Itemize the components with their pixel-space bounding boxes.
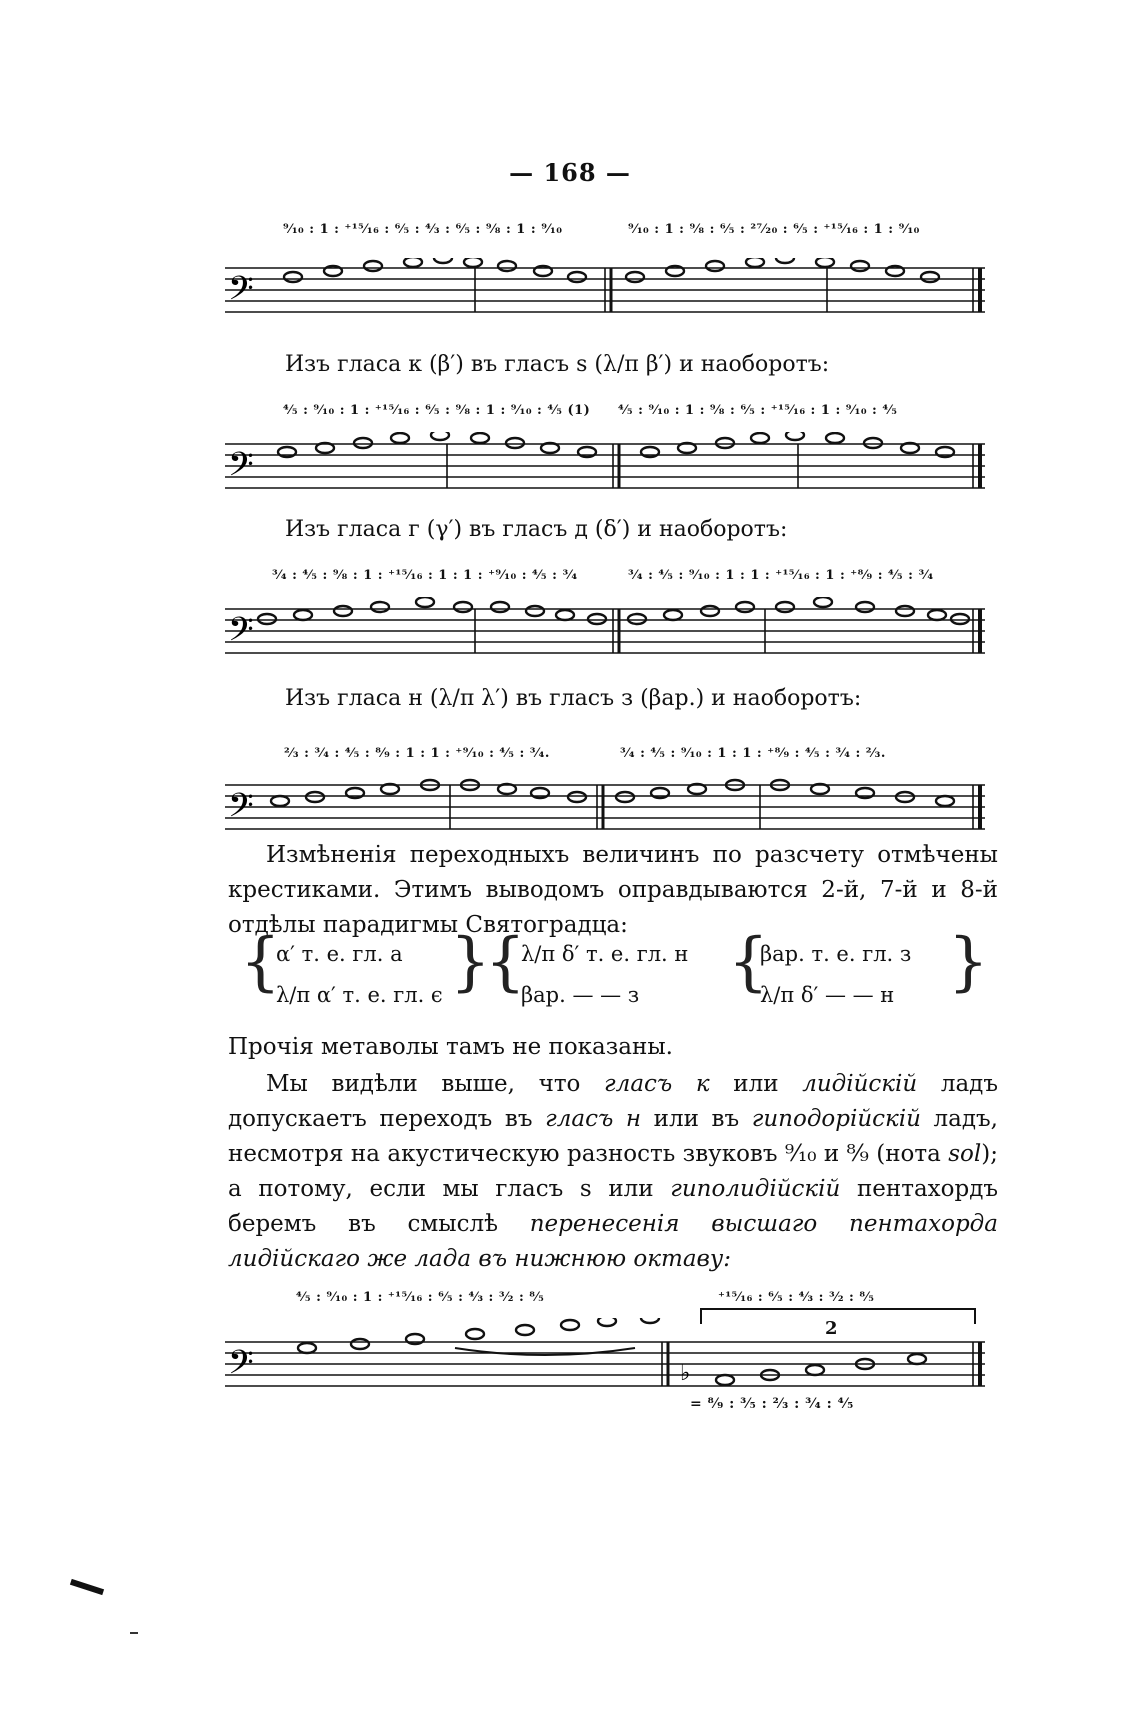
text-run: пентахордъ беремъ въ смыслѣ [228,1176,998,1237]
bass-clef-icon: 𝄢 [228,270,254,316]
scan-mark [70,1579,104,1595]
music-staff [225,258,985,328]
paragraph-text: Измѣненія переходныхъ величинъ по разсчету отмѣчены крестиками. Этимъ выводомъ оправдываются 2-й, 7-й и 8-й отдѣлы парадигмы Святоградца: [228,842,998,938]
bass-clef-icon: 𝄢 [228,446,254,492]
bass-clef-icon: 𝄢 [228,611,254,657]
ratios-right: ³⁄₄ : ⁴⁄₅ : ⁹⁄₁₀ : 1 : 1 : ⁺¹⁵⁄₁₆ : 1 : ⁺⁸⁄₉ : ⁴⁄₅ : ³⁄₄ [628,568,934,583]
music-staff [225,432,985,502]
music-staff [225,597,985,667]
italic-run: гласъ н [545,1106,642,1132]
ratios-left: ³⁄₄ : ⁴⁄₅ : ⁹⁄₈ : 1 : ⁺¹⁵⁄₁₆ : 1 : 1 : ⁺⁹⁄₁₀ : ⁴⁄₅ : ³⁄₄ [272,568,578,583]
brace-line: λ/π δ′ — — н [760,983,895,1007]
text-run: или [709,1071,803,1097]
page-number: — 168 — [509,158,631,187]
italic-run: sol [948,1141,982,1167]
ratios-below: = ⁸⁄₉ : ³⁄₅ : ²⁄₃ : ³⁄₄ : ⁴⁄₅ [690,1396,854,1412]
text-run: ); а потому, если мы гласъ s или [228,1141,998,1202]
brace-line: λ/π α′ т. е. гл. є [276,983,443,1007]
text-run: Мы видѣли выше, что [266,1071,605,1097]
ratios-right: ⁴⁄₅ : ⁹⁄₁₀ : 1 : ⁹⁄₈ : ⁶⁄₅ : ⁺¹⁵⁄₁₆ : 1 : ⁹⁄₁₀ : ⁴⁄₅ [618,403,898,418]
caption: Изъ гласа н (λ/π λ′) въ гласъ з (βар.) и наоборотъ: [285,686,862,711]
brace-line: βар. — — з [521,983,640,1007]
left-brace-icon: { [728,925,769,999]
text-run: ладъ, несмотря на акустическую разность звуковъ ⁹⁄₁₀ и ⁸⁄₉ (нота [228,1106,998,1167]
brace-line: βар. т. е. гл. з [760,942,912,966]
left-brace-icon: { [485,925,526,999]
italic-run: гласъ к [604,1071,710,1097]
scan-mark [130,1632,138,1634]
caption: Изъ гласа г (γ′) въ гласъ д (δ′) и наоборотъ: [285,517,788,542]
ratios-left: ⁹⁄₁₀ : 1 : ⁺¹⁵⁄₁₆ : ⁶⁄₅ : ⁴⁄₃ : ⁶⁄₅ : ⁹⁄₈ : 1 : ⁹⁄₁₀ [283,222,563,237]
right-brace-icon: } [450,925,491,999]
ratios-left: ⁴⁄₅ : ⁹⁄₁₀ : 1 : ⁺¹⁵⁄₁₆ : ⁶⁄₅ : ⁹⁄₈ : 1 : ⁹⁄₁₀ : ⁴⁄₅ (1) [283,403,591,418]
italic-run: перенесенія высшаго пентахорда лидійскаго же лада въ нижнюю октаву: [228,1211,998,1272]
brace-line: λ/π δ′ т. е. гл. н [521,942,689,966]
ratios-right: ³⁄₄ : ⁴⁄₅ : ⁹⁄₁₀ : 1 : 1 : ⁺⁸⁄₉ : ⁴⁄₅ : ³⁄₄ : ²⁄₃. [620,746,886,761]
right-brace-icon: } [948,925,989,999]
music-staff [225,773,985,843]
paragraph [228,1067,998,1277]
ratios-right: ⁺¹⁵⁄₁₆ : ⁶⁄₅ : ⁴⁄₃ : ³⁄₂ : ⁸⁄₅ [718,1290,875,1305]
paragraph [228,1030,998,1065]
bass-clef-icon: 𝄢 [228,1344,254,1388]
italic-run: гиполидійскій [670,1176,841,1202]
flat-icon: ♭ [680,1361,691,1386]
bracket-label: 2 [825,1318,838,1339]
ratios-right: ⁹⁄₁₀ : 1 : ⁹⁄₈ : ⁶⁄₅ : ²⁷⁄₂₀ : ⁶⁄₅ : ⁺¹⁵⁄₁₆ : 1 : ⁹⁄₁₀ [628,222,920,237]
ratios-left: ²⁄₃ : ³⁄₄ : ⁴⁄₅ : ⁸⁄₉ : 1 : 1 : ⁺⁹⁄₁₀ : ⁴⁄₅ : ³⁄₄. [284,746,550,761]
caption: Изъ гласа к (β′) въ гласъ s (λ/π β′) и наоборотъ: [285,352,830,377]
paragraph [228,838,998,943]
text-run: или въ [641,1106,752,1132]
brace-line: α′ т. е. гл. а [276,942,403,966]
music-staff [225,1318,985,1388]
italic-run: гиподорійскій [751,1106,921,1132]
italic-run: лидійскій [802,1071,918,1097]
ratios-left: ⁴⁄₅ : ⁹⁄₁₀ : 1 : ⁺¹⁵⁄₁₆ : ⁶⁄₅ : ⁴⁄₃ : ³⁄₂ : ⁸⁄₅ [296,1290,545,1305]
paragraph-text: Прочія метаволы тамъ не показаны. [228,1034,673,1060]
bass-clef-icon: 𝄢 [228,787,254,833]
text-run: ладъ допускаетъ переходъ въ [228,1071,998,1132]
left-brace-icon: { [240,925,281,999]
